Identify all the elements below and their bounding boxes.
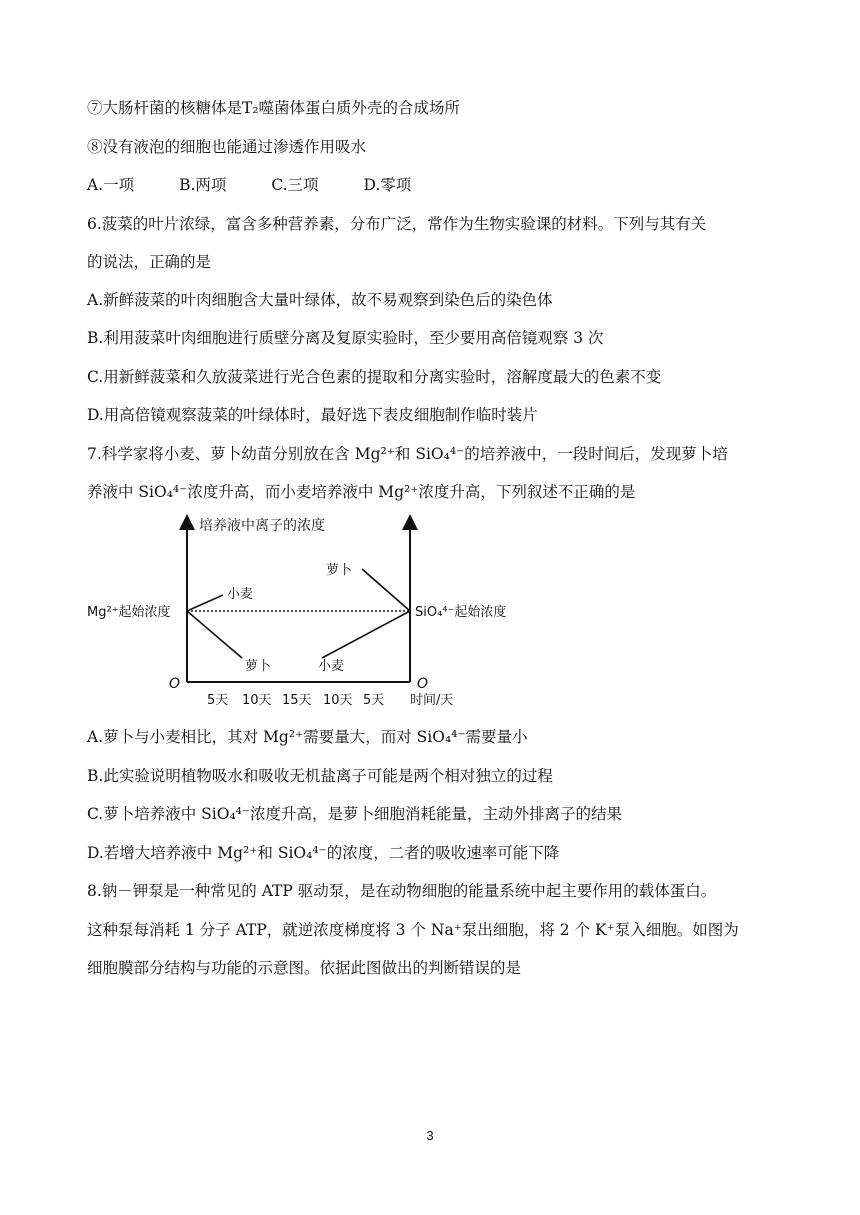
- q6-option-b: B.利用菠菜叶肉细胞进行质壁分离及复原实验时，至少要用高倍镜观察 3 次: [87, 329, 604, 347]
- q7-stem-line-1: 7.科学家将小麦、萝卜幼苗分别放在含 Mg²⁺和 SiO₄⁴⁻的培养液中，一段时间后，发现萝卜培: [87, 445, 728, 463]
- q6-stem-line-1: 6.菠菜的叶片浓绿，富含多种营养素，分布广泛，常作为生物实验课的材料。下列与其有关: [87, 215, 707, 233]
- radish-label-left: 萝卜: [245, 659, 272, 674]
- y-axis-label: 培养液中离子的浓度: [199, 518, 325, 534]
- tick-4: 5天: [363, 693, 385, 708]
- ion-concentration-figure: [87, 512, 527, 712]
- wheat-label-left: 小麦: [227, 587, 254, 602]
- q8-stem-line-2: 这种泵每消耗 1 分子 ATP，就逆浓度梯度将 3 个 Na⁺泵出细胞，将 2 个 K⁺泵入细胞。如图为: [87, 921, 739, 939]
- q7-option-c: C.萝卜培养液中 SiO₄⁴⁻浓度升高，是萝卜细胞消耗能量，主动外排离子的结果: [87, 805, 623, 823]
- wheat-si-line: [322, 611, 410, 658]
- q7-option-d: D.若增大培养液中 Mg²⁺和 SiO₄⁴⁻的浓度，二者的吸收速率可能下降: [87, 844, 560, 862]
- q7-option-b: B.此实验说明植物吸水和吸收无机盐离子可能是两个相对独立的过程: [87, 767, 553, 785]
- mg-start-label: Mg²⁺起始浓度: [87, 605, 171, 620]
- origin-left: O: [169, 676, 181, 692]
- origin-right: O: [417, 676, 429, 692]
- q6-option-d: D.用高倍镜观察菠菜的叶绿体时，最好选下表皮细胞制作临时装片: [87, 406, 538, 424]
- q5-options: [87, 173, 451, 195]
- si-start-label: SiO₄⁴⁻起始浓度: [415, 605, 507, 620]
- x-axis-label: 时间/天: [410, 693, 454, 708]
- radish-label-right: 萝卜: [326, 563, 353, 578]
- tick-1: 10天: [242, 693, 272, 708]
- q5-option-b: B.两项: [179, 176, 227, 194]
- q7-stem-line-2: 养液中 SiO₄⁴⁻浓度升高，而小麦培养液中 Mg²⁺浓度升高，下列叙述不正确的是: [87, 483, 636, 501]
- statement-8: ⑧没有液泡的细胞也能通过渗透作用吸水: [87, 138, 367, 156]
- q8-stem-line-3: 细胞膜部分结构与功能的示意图。依据此图做出的判断错误的是: [87, 959, 522, 977]
- page-number: 3: [426, 1128, 434, 1143]
- wheat-label-right: 小麦: [318, 659, 345, 674]
- radish-mg-line: [187, 611, 242, 658]
- q8-stem-line-1: 8.钠－钾泵是一种常见的 ATP 驱动泵，是在动物细胞的能量系统中起主要作用的载体蛋白。: [87, 882, 717, 900]
- wheat-mg-line: [187, 595, 223, 611]
- radish-si-line: [362, 569, 410, 611]
- q5-option-a: A.一项: [87, 176, 135, 194]
- q5-option-d: D.零项: [363, 176, 412, 194]
- q6-stem-line-2: 的说法，正确的是: [87, 253, 212, 271]
- tick-0: 5天: [207, 693, 229, 708]
- q6-option-a: A.新鲜菠菜的叶肉细胞含大量叶绿体，故不易观察到染色后的染色体: [87, 291, 553, 309]
- statement-7: ⑦大肠杆菌的核糖体是T₂噬菌体蛋白质外壳的合成场所: [87, 99, 461, 117]
- tick-2: 15天: [282, 693, 312, 708]
- q5-option-c: C.三项: [271, 176, 319, 194]
- q6-option-c: C.用新鲜菠菜和久放菠菜进行光合色素的提取和分离实验时，溶解度最大的色素不变: [87, 368, 662, 386]
- tick-3: 10天: [323, 693, 353, 708]
- q7-option-a: A.萝卜与小麦相比，其对 Mg²⁺需要量大，而对 SiO₄⁴⁻需要量小: [87, 728, 528, 746]
